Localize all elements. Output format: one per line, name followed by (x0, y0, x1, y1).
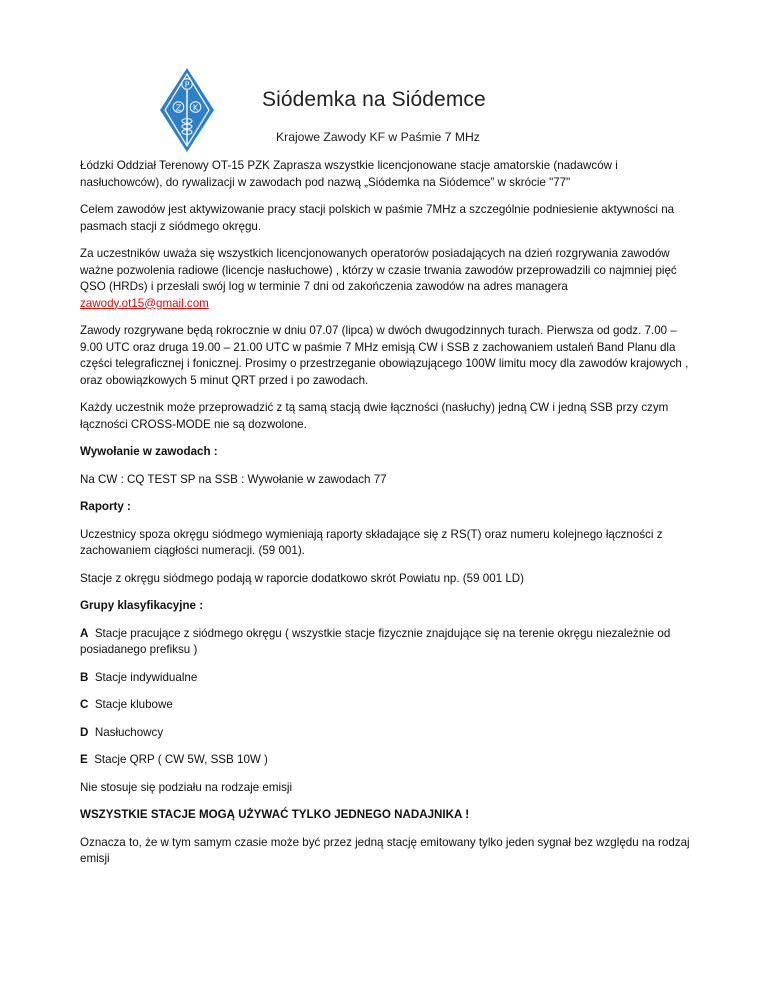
logo-letter-k: K (192, 103, 199, 113)
qso-rules-paragraph: Każdy uczestnik może przeprowadzić z tą samą stacją dwie łączności (nasłuchy) jedną CW i jedną SSB przy czym łączności CROSS-MODE nie są dozwolone. (80, 401, 669, 431)
participants-paragraph (80, 246, 690, 312)
document-body (80, 158, 690, 879)
group-text: Stacje klubowe (94, 698, 173, 711)
group-text: Stacje pracujące z siódmego okręgu ( wszystkie stacje fizycznie znajdujące się na terenie okręgu niezależnie od posiadanego prefiksu ) (80, 626, 671, 656)
intro-paragraph: Łódzki Oddział Terenowy OT-15 PZK Zaprasza wszystkie licencjonowane stacje amatorskie (nadawców i nasłuchowców), do rywalizacji w zawodach pod nazwą „Siódemka na Siódemce” w skrócie "77" (80, 159, 618, 189)
group-item (80, 752, 690, 769)
schedule-paragraph: Zawody rozgrywane będą rokrocznie w dniu 07.07 (lipca) w dwóch dwugodzinnych turach. Pierwsza od godz. 7.00 – 9.00 UTC oraz druga 19.00 – 21.00 UTC w paśmie 7 MHz emisją CW i SSB z zachowaniem ustaleń Band Planu dla części telegraficznej i fonicznej. Prosimy o przestrzeganie obowiązującego 100W limitu mocy dla zawodów krajowych , oraz obowiązkowych 5 minut QRT przed i po zawodach. (80, 324, 689, 387)
goal-paragraph: Celem zawodów jest aktywizowanie pracy stacji polskich w paśmie 7MHz a szczególnie podniesienie aktywności na pasmach stacji z siódmego okręgu. (80, 203, 675, 233)
group-letter: C (80, 698, 89, 711)
page-title: Siódemka na Siódemce (262, 88, 486, 111)
group-item (80, 670, 690, 687)
group-text: Stacje QRP ( CW 5W, SSB 10W ) (94, 753, 268, 766)
reports-paragraph-1: Uczestnicy spoza okręgu siódmego wymieniają raporty składające się z RS(T) oraz numeru kolejnego łączności z zachowaniem ciągłości numeracji. (59 001). (80, 527, 663, 557)
warning-heading: WSZYSTKIE STACJE MOGĄ UŻYWAĆ TYLKO JEDNEGO NADAJNIKA ! (80, 808, 470, 821)
calls-paragraph: Na CW : CQ TEST SP na SSB : Wywołanie w zawodach 77 (80, 472, 387, 486)
group-item (80, 697, 690, 714)
final-paragraph: Oznacza to, że w tym samym czasie może być przez jedną stację emitowany tylko jeden sygnał bez względu na rodzaj emisji (80, 835, 690, 865)
group-text: Nasłuchowcy (94, 725, 164, 739)
no-split-paragraph: Nie stosuje się podziału na rodzaje emisji (80, 780, 293, 794)
reports-heading: Raporty : (80, 500, 131, 513)
participants-text: Za uczestników uważa się wszystkich licencjonowanych operatorów posiadających na dzień rozgrywania zawodów ważne pozwolenia radiowe (licencje nasłuchowe) , którzy w czasie trwania zawodów przeprowadzili co najmniej pięć QSO (HRDs) i przesłali swój log w terminie 7 dni od zakończenia zawodów na adres managera (80, 247, 677, 293)
logo-letter-z: Z (175, 103, 182, 113)
groups-heading: Grupy klasyfikacyjne : (80, 599, 204, 612)
group-item (80, 626, 690, 659)
group-text: Stacje indywidualne (94, 670, 198, 684)
manager-email-link[interactable]: zawody.ot15@gmail.com (80, 296, 209, 310)
logo-letter-p: P (184, 80, 190, 90)
page-subtitle: Krajowe Zawody KF w Paśmie 7 MHz (276, 130, 480, 144)
group-item (80, 725, 690, 742)
group-letter: D (80, 725, 89, 739)
group-letter: B (80, 670, 89, 684)
group-letter: E (80, 753, 88, 766)
group-letter: A (80, 626, 89, 640)
reports-paragraph-2: Stacje z okręgu siódmego podają w raporcie dodatkowo skrót Powiatu np. (59 001 LD) (80, 571, 525, 585)
pzk-logo (160, 68, 214, 152)
calls-heading: Wywołanie w zawodach : (80, 445, 218, 458)
